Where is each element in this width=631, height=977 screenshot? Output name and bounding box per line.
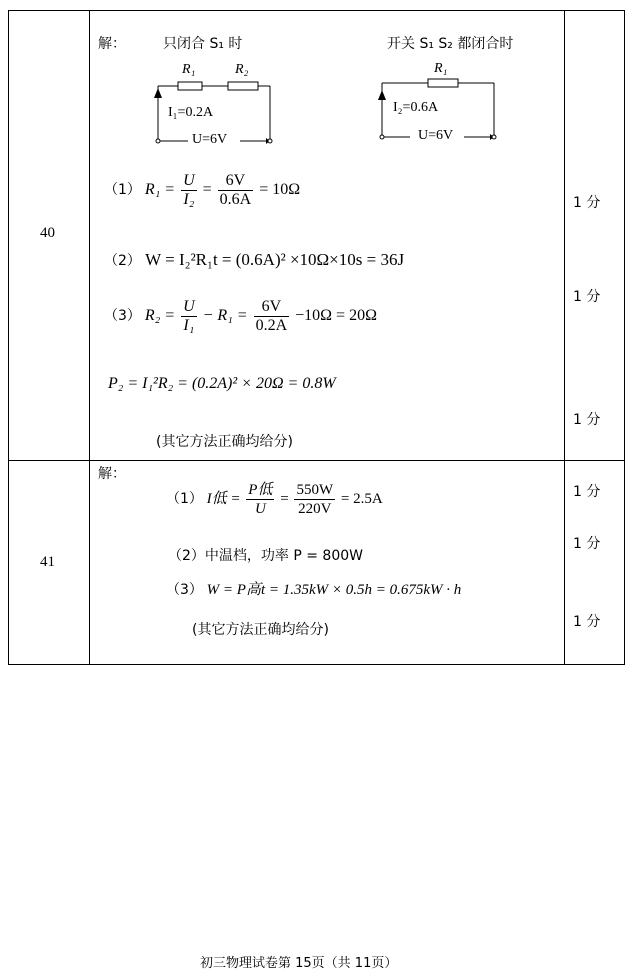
q40-step1-fraction-2 [218, 172, 254, 209]
solution-label-41: 解： [98, 466, 126, 482]
q41-step3-equation [166, 578, 461, 599]
table-border-left [8, 10, 9, 665]
fraction-numerator: U [183, 298, 195, 315]
q41-step1-fraction-1 [246, 481, 274, 518]
q41-step1-lhs: I低 = [206, 490, 241, 507]
circuit2-voltage-label: U=6V [418, 128, 454, 143]
q40-step3-fraction-2 [254, 298, 290, 335]
q40-score-3: 1 分 [573, 412, 601, 428]
question-number-41: 41 [40, 554, 55, 570]
circuit2-r1-label: R₁ [434, 61, 448, 76]
q41-step1-fraction-2 [294, 481, 335, 518]
page-footer: 初三物理试卷第 15页（共 11页） [200, 956, 398, 971]
q40-step3-mid: − R₁ = [202, 307, 248, 325]
fraction-numerator: U [183, 172, 195, 189]
q41-step1-label: （1） [166, 490, 203, 507]
q40-step3-equation [104, 298, 377, 335]
q40-step1-equation [104, 172, 300, 209]
q40-step1-lhs: R₁ = [144, 181, 176, 199]
q40-step2-expression: W = I₂²R₁t = (0.6A)² ×10Ω×10s = 36J [145, 250, 405, 269]
q40-note: (其它方法正确均给分) [156, 434, 293, 450]
fraction-denominator: I₂ [183, 191, 195, 208]
fraction-numerator: P低 [248, 482, 273, 498]
table-col-divider-2 [564, 10, 565, 665]
question-number-40: 40 [40, 225, 55, 241]
q40-step1-result: = 10Ω [259, 181, 301, 199]
q40-step3-result: −10Ω = 20Ω [295, 307, 377, 325]
fraction-denominator: 0.6A [219, 191, 252, 208]
q41-step3-label: （3） [166, 582, 203, 598]
q41-score-2: 1 分 [573, 536, 601, 552]
q41-score-3: 1 分 [573, 614, 601, 630]
table-border-right [624, 10, 625, 665]
q40-step3-lhs: R₂ = [144, 307, 176, 325]
circuit1-current-label: I₁=0.2A [168, 105, 214, 120]
q40-step3-label: （3） [104, 308, 141, 325]
q40-step1-eq: = [202, 181, 212, 199]
solution-label: 解： [98, 36, 126, 52]
q41-note: (其它方法正确均给分) [192, 622, 329, 638]
fraction-numerator: 550W [296, 482, 334, 498]
q41-step1-eq: = [280, 490, 289, 507]
fraction-denominator: 220V [298, 501, 332, 517]
q40-score-1: 1 分 [573, 195, 601, 211]
q40-step3-fraction-1 [181, 298, 197, 335]
q40-step4-equation: P₂ = I₁²R₂ = (0.2A)² × 20Ω = 0.8W [108, 375, 336, 392]
circuit1-voltage-label: U=6V [192, 132, 228, 147]
circuit2-caption: 开关 S₁ S₂ 都闭合时 [387, 36, 514, 52]
q41-step1-result: = 2.5A [340, 490, 383, 507]
fraction-numerator: 6V [218, 172, 254, 191]
q41-step2: （2）中温档，功率 P = 800W [168, 548, 363, 564]
q41-step1-equation [166, 481, 383, 518]
q40-step2-equation [104, 250, 404, 270]
table-border-bottom [8, 664, 625, 665]
q40-score-2: 1 分 [573, 289, 601, 305]
q40-step1-label: （1） [104, 182, 141, 199]
circuit1-r2-label: R₂ [235, 62, 249, 77]
fraction-denominator: U [254, 501, 266, 517]
table-border-mid [8, 460, 625, 461]
table-col-divider-1 [89, 10, 90, 665]
fraction-numerator: 6V [254, 298, 290, 317]
q40-step1-fraction-1 [181, 172, 197, 209]
q41-score-1: 1 分 [573, 484, 601, 500]
circuit1-r1-label: R₁ [182, 62, 196, 77]
q41-step3-expression: W = P高t = 1.35kW × 0.5h = 0.675kW · h [206, 582, 462, 598]
fraction-denominator: I₁ [183, 317, 195, 334]
table-border-top [8, 10, 625, 11]
q40-step2-label: （2） [104, 253, 141, 269]
circuit1-caption: 只闭合 S₁ 时 [163, 36, 243, 52]
circuit2-current-label: I₂=0.6A [393, 100, 439, 115]
fraction-denominator: 0.2A [255, 317, 288, 334]
